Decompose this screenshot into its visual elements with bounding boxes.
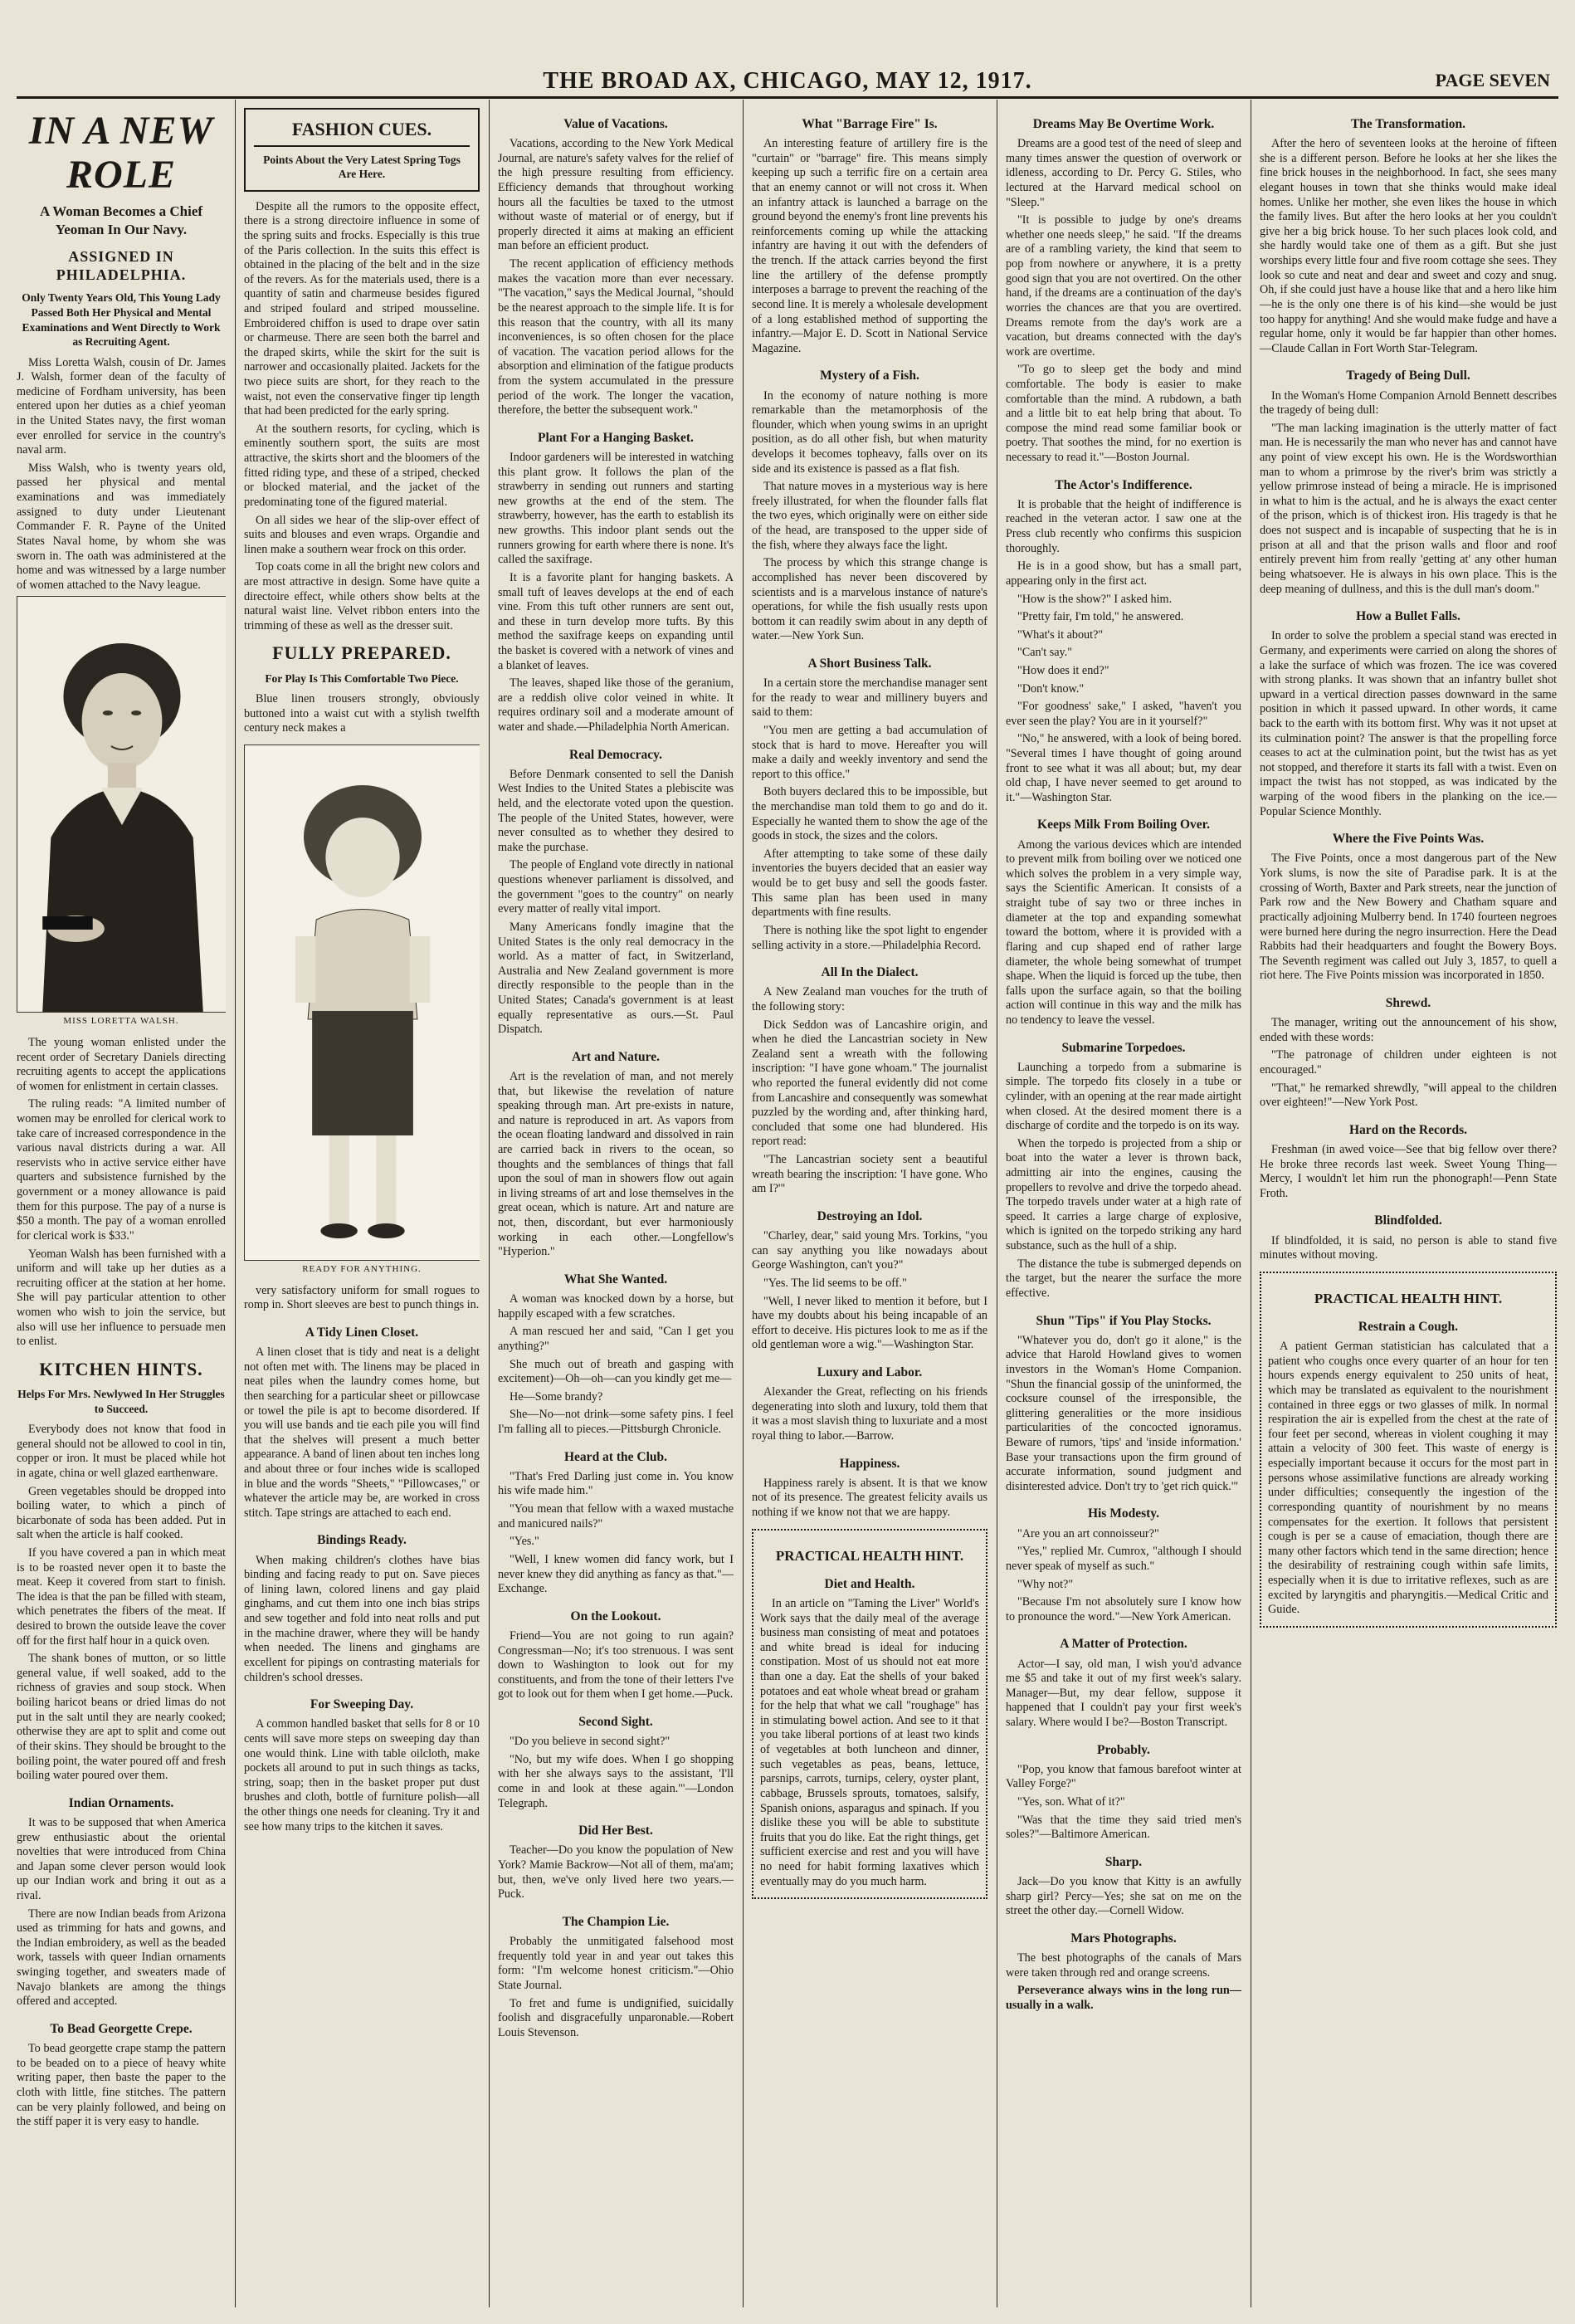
article-paragraph: "What's it about?" (1017, 627, 1104, 642)
article-paragraph: After the hero of seventeen looks at the heroine of fifteen she is a different person. Before he looks at her she likes the fine brick houses in the neighborhood. In fact, she sees many elegant houses in town that she thinks would make ideal homes. Unlike her mother, she even likes the house in which the family lives. But after the hero looks at her you couldn't give her a big brick house. To her such places look cold, and she hardly would take one of them as a gift. But she just worships every little four and five room cottage she sees. They look so cute and neat and dear and sweet and cozy and snug. Oh, if she could just have a house like that and a hero like him—he is the only one there is of his kind—she would be just too happy for anything! And she would make fudge and have a regular home, only it would be far happier than other homes.—Claude Callan in Fort Worth Star-Telegram. (1260, 137, 1557, 355)
section-heading: Art and Nature. (571, 1049, 661, 1064)
section-deck: For Play Is This Comfortable Two Piece. (265, 671, 459, 685)
section-heading: A Tidy Linen Closet. (305, 1325, 419, 1340)
article-paragraph: The distance the tube is submerged depends on the target, but the nearer the surface the more effective. (1006, 1257, 1241, 1300)
article-paragraph: Launching a torpedo from a submarine is simple. The torpedo fits closely in a tube or cylinder, with an opening at the rear made airtight when closed. At the desired moment there is a discharge of cordite and the torpedo is on its way. (1006, 1060, 1241, 1133)
section-heading: What "Barrage Fire" Is. (802, 117, 938, 131)
article-paragraph: The young woman enlisted under the recent order of Secretary Daniels directing recruiting agents to accept the applications of women for enlistment in certain classes. (17, 1035, 226, 1093)
article-paragraph: There is nothing like the spot light to engender selling activity in a store.—Philadelphia Record. (752, 923, 987, 952)
article-paragraph: "No," he answered, with a look of being bored. "Several times I have thought of going around front to see what it was all about; but, my dear old chap, I have never seemed to get around to it."—Washington Star. (1006, 732, 1241, 804)
section-heading: Restrain a Cough. (1358, 1320, 1459, 1334)
article-paragraph: Both buyers declared this to be impossible, but the merchandise man told them to go and do it. Especially he wanted them to show the age of the goods in stock, the sizes and the colors. (752, 785, 987, 843)
article-paragraph: The leaves, shaped like those of the geranium, are a reddish olive color veined in white. It requires ordinary soil and a moderate amount of water and shade.—Philadelphia North American. (498, 676, 734, 734)
article-paragraph: Yeoman Walsh has been furnished with a uniform and will take up her duties as a recruiting officer at the station at her home. She will pay particular attention to other women who wish to join the service, but also will use her influence to persuade men to enlist. (17, 1247, 226, 1349)
section-heading: Heard at the Club. (564, 1449, 667, 1464)
health-hint-box (752, 1529, 987, 1899)
fashion-box (244, 108, 480, 192)
article-paragraph: Before Denmark consented to sell the Danish West Indies to the United States a plebiscite was held, and the electorate voted upon the question. The people of the United States, however, were never consulted as to whether they desired to make the purchase. (498, 767, 734, 854)
article-paragraph: On all sides we hear of the slip-over effect of suits and blouses and even wraps. Organdie and linen make a southern wear frock on this order. (244, 513, 480, 556)
article-paragraph: "Yes, son. What of it?" (1017, 1795, 1125, 1809)
article-paragraph: "How does it end?" (1017, 663, 1109, 677)
article-paragraph: Green vegetables should be dropped into boiling water, to which a pinch of bicarbonate of soda has been added. Put in salt when the article is half cooked. (17, 1484, 226, 1542)
section-heading: Shrewd. (1385, 995, 1431, 1010)
section-heading: His Modesty. (1087, 1506, 1160, 1521)
article-paragraph: "Do you believe in second sight?" (510, 1735, 670, 1749)
article-paragraph: Dreams are a good test of the need of sleep and many times answer the question of overwork or idleness, according to Dr. Percy G. Stiles, who lectured at the Harvard medical school on "Sleep." (1006, 137, 1241, 209)
subhead: ASSIGNED IN PHILADELPHIA. (56, 247, 187, 284)
masthead-title: THE BROAD AX, CHICAGO, MAY 12, 1917. (543, 68, 1032, 94)
section-heading: Bindings Ready. (317, 1533, 407, 1548)
column-6 (1260, 105, 1557, 2307)
article-paragraph: "To go to sleep get the body and mind comfortable. The body is easier to make comfortable than the mind. A rubdown, a bath and a little bit to eat help bring that about. To compose the mind read some familiar book or poetry. That soothes the mind, for no exertion is necessary to read it."—Boston Journal. (1006, 363, 1241, 465)
article-paragraph: In an article on "Taming the Liver" World's Work says that the daily meal of the average business man consisting of meat and potatoes and white bread is ideal for inducing constipation. Most of us should not eat more than one a day. Eat the shells of your baked potatoes and eat whole wheat bread or graham for the help that what we call "roughage" has in stimulating bowel action. And see to it that you take liberal portions of at least two kinds of vegetables at both luncheon and dinner, such vegetables as peas, beans, lettuce, parsnips, carrots, turnips, celery, oyster plant, cabbage, Brussels sprouts, tomatoes, salsify, Spanish onions, asparagus and spinach. If you dislike these you will be able to substitute fruits that you do like. Eat the right things, get sufficient exercise and rest and you will have no need for habit forming laxatives which eventually may do you much harm. (760, 1596, 979, 1888)
article-paragraph: Despite all the rumors to the opposite effect, there is a strong directoire influence in some of the spring suits and frocks. Especially is this true of the Paris collection. In the suits this effect is obtained in the placing of the belt and in the size of the revers. As for the materials used, there is a quantity of satin and charmeuse besides figured and striped foulard and striped mousseline. Embroidered chiffon is used to drape over satin or charmeuse. There are seen both the barrel and the draped skirts, while the skirt for the suit is narrower and occasionally plaited. Jackets for the two piece suits are short, for they reach to the waist, not even the conservative finger tip length that had been predicted for the early spring. (244, 199, 480, 418)
section-heading: A Short Business Talk. (807, 656, 932, 671)
box-title: PRACTICAL HEALTH HINT. (775, 1547, 964, 1564)
article-paragraph: "Are you an art connoisseur?" (1017, 1526, 1159, 1540)
article-paragraph: At the southern resorts, for cycling, which is eminently southern sport, the suits are most attractive, the skirts short and the bloomers of the fitted riding type, and these of a striped, checked or blocked material, and the jacket of the predominating tone of the figured material. (244, 422, 480, 509)
article-paragraph: Happiness rarely is absent. It is that we know not of its presence. The greatest felicity avails us nothing if we know not that we are happy. (752, 1476, 987, 1520)
section-heading: A Matter of Protection. (1060, 1637, 1187, 1652)
article-paragraph: The ruling reads: "A limited number of women may be enrolled for clerical work to take care of increased correspondence in the various naval districts during a war. All reservists who in active service either have quarters and subsistence furnished by the government or a money allowance is paid them for this purpose. The pay of a nurse is $50 a month. The pay of a woman enrolled for clerical work is $33." (17, 1097, 226, 1243)
page-number: PAGE SEVEN (1435, 70, 1550, 90)
box-title: PRACTICAL HEALTH HINT. (1314, 1290, 1503, 1306)
article-paragraph: "For goodness' sake," I asked, "haven't you ever seen the play? You are in it yourself?" (1006, 700, 1241, 728)
article-paragraph: In the economy of nature nothing is more remarkable than the metamorphosis of the flounder, which when young swims in an upright position, as do all other fish, but when maturity develops it becomes topheavy, falls over on its side and its existence is passed as a flat fish. (752, 388, 987, 476)
article-paragraph: To fret and fume is undignified, suicidally foolish and disgracefully unparonable.—Robert Louis Stevenson. (498, 1996, 734, 2039)
column-4 (752, 105, 987, 2307)
article-paragraph: "It is possible to judge by one's dreams whether one needs sleep," he said. "If the dreams are of a rambling variety, the kind that seem to pop from nowhere or anywhere, it is a pretty good sign that you are not overtired. On the other hand, if the dreams are a continuation of the day's worries the chances are that you are overtired. Dreams remote from the day's work are a vacation, but dreams connected with the day's work are overtime. (1006, 213, 1241, 359)
column-rule (489, 100, 490, 2307)
section-heading: Second Sight. (578, 1714, 653, 1729)
article-paragraph: "Why not?" (1017, 1577, 1074, 1591)
photo-caption: MISS LORETTA WALSH. (63, 1016, 179, 1027)
section-heading: How a Bullet Falls. (1356, 609, 1460, 624)
article-paragraph: "Yes. The lid seems to be off." (763, 1276, 907, 1290)
article-paragraph: "You men are getting a bad accumulation of stock that is hard to move. Hereafter you will make a daily and weekly inventory and send the report to this office." (752, 723, 987, 781)
illustration-caption: READY FOR ANYTHING. (302, 1264, 422, 1275)
column-rule (743, 100, 744, 2307)
article-paragraph: "The patronage of children under eighteen is not encouraged." (1260, 1048, 1557, 1077)
article-paragraph: A common handled basket that sells for 8 or 10 cents will save more steps on sweeping day than one would think. Line with table oilcloth, make pockets all around to put in such things as tacks, string, soap; then in the basket proper put dust brushes and cloth, bottle of furniture polish—all the other things one needs for cleaning. Try it and see how many trips to the kitchen it saves. (244, 1717, 480, 1833)
section-heading: Keeps Milk From Boiling Over. (1037, 818, 1210, 832)
article-paragraph: "Whatever you do, don't go it alone," is the advice that Harold Howland gives to women investors in the Woman's Home Companion. "Shun the financial gossip of the uninformed, the cocksure counsel of the irresponsible, the glittering generalities or the more insidious particularities of the concocted ignoramus. Beware of rumors, 'tips' and 'inside information.' Base your transactions upon the firm ground of accurate information, sound judgment and disinterested advice. Don't try to 'get rich quick.'" (1006, 1333, 1241, 1493)
article-paragraph: Blue linen trousers strongly, obviously buttoned into a waist cut with a stylish twelfth century neck makes a (244, 692, 480, 735)
section-heading: Did Her Best. (578, 1824, 653, 1838)
article-paragraph: When making children's clothes have bias binding and facing ready to put on. Save pieces of lining lawn, colored linens and gay plaid ginghams, and cut them into one inch bias strips and sew together and fold into neat rolls and put in the machine drawer, where they will be handy when needed. The linens and ginghams are excellent for pipings on contrasting materials for children's school dresses. (244, 1553, 480, 1684)
article-paragraph: She much out of breath and gasping with excitement)—Oh—oh—can you kindly get me— (498, 1357, 734, 1386)
section-heading: Submarine Torpedoes. (1061, 1040, 1186, 1055)
article-paragraph: He is in a good show, but has a small part, appearing only in the first act. (1006, 559, 1241, 588)
article-paragraph: It was to be supposed that when America grew enthusiastic about the oriental novelties that were introduced from China and Japan some clever person would look up our Indian work and bring it out as a rival. (17, 1815, 226, 1903)
article-paragraph: Many Americans fondly imagine that the United States is the only real democracy in the world. As a matter of fact, in Switzerland, Australia and New Zealand government is more directly responsible to the people than in the United States; Canada's government is at least equally representative as ours.—St. Paul Dispatch. (498, 920, 734, 1037)
article-paragraph: In a certain store the merchandise manager sent for the ready to wear and millinery buyers and said to them: (752, 676, 987, 720)
article-paragraph: The recent application of efficiency methods makes the vacation more than ever necessary. "The vacation," says the Medical Journal, "should be the nearest approach to the simple life. It is for this reason that the country, with all its many inconveniences, is so often chosen for the place of vacation. The vacation period allows for the absorption and elimination of the fatigue products from the system accumulated in the pressure period of the work. The longer the vacation, therefore, the better the subsequent work." (498, 257, 734, 417)
section-heading: FULLY PREPARED. (272, 642, 451, 664)
article-paragraph: "Pop, you know that famous barefoot winter at Valley Forge?" (1006, 1762, 1241, 1791)
article-paragraph: To bead georgette crape stamp the pattern to be beaded on to a piece of heavy white writing paper, then baste the paper to the cloth with little, fine stitches. The pattern can be very plainly followed, and being on the stiff paper it is very easy to handle. (17, 2042, 226, 2129)
article-paragraph: When the torpedo is projected from a ship or boat into the water a lever is thrown back, admitting air into the engines, causing the propellers to revolve and drive the torpedo ahead. The torpedo travels under water at a high rate of speed. It carries a large charge of explosive, which is ignited on the torpedo striking any hard substance, such as the hull of a ship. (1006, 1136, 1241, 1253)
section-heading: Shun "Tips" if You Play Stocks. (1036, 1313, 1212, 1328)
article-paragraph: Indoor gardeners will be interested in watching this plant grow. It follows the plan of the strawberry in sending out runners and starting new growths at the end of the stem. The strawberry, however, has the earth to establish its new growths. This indoor plant sends out the runners growing for earth where there is none. It's called the saxifrage. (498, 451, 734, 567)
section-heading: Happiness. (839, 1456, 900, 1471)
article-paragraph: "Yes." (510, 1535, 539, 1549)
deck-2: Only Twenty Years Old, This Young Lady Passed Both Her Physical and Mental Examinations and Went Directly to Work as Recruiting Agent. (22, 291, 221, 349)
article-paragraph: A linen closet that is tidy and neat is a delight not often met with. The linens may be placed in neat piles when the laundry comes home, but then searching for a particular sheet or pillowcase or towel the pile is apt to become disordered. If you will use bands and tie each pile you will find that the shelves will present a much better appearance. A band of linen about ten inches long and about three or four inches wide is scalloped in blue and the words "Sheets," "Pillowcases," or whatever the article may be, are worked in cross stitch. Tape strings are attached to each end. (244, 1345, 480, 1520)
article-paragraph: "That," he remarked shrewdly, "will appeal to the children over eighteen!"—New York Post. (1260, 1081, 1557, 1110)
article-paragraph: Miss Loretta Walsh, cousin of Dr. James J. Walsh, former dean of the faculty of medicine of Fordham university, has been entered upon her duties as a chief yeoman in the United States navy, the first woman ever enrolled for service in the country's naval arm. (17, 355, 226, 457)
section-heading: Sharp. (1104, 1854, 1143, 1869)
article-paragraph: very satisfactory uniform for small rogues to romp in. Short sleeves are best to punch things in. (244, 1283, 480, 1312)
article-paragraph: "Because I'm not absolutely sure I know how to pronounce the word."—New York American. (1006, 1595, 1241, 1623)
section-heading: Tragedy of Being Dull. (1346, 369, 1470, 383)
article-paragraph: Probably the unmitigated falsehood most frequently told year in and year out takes this form: "I'm welcome honest criticism."—Ohio State Journal. (498, 1935, 734, 1992)
section-heading: Dreams May Be Overtime Work. (1032, 117, 1215, 131)
article-paragraph: "No, but my wife does. When I go shopping with her she always says to the assistant, 'I'll come in and look at these again.'"—London Telegraph. (498, 1752, 734, 1810)
article-paragraph: "Don't know." (1017, 681, 1085, 696)
headline: IN A NEW ROLE (28, 109, 214, 197)
article-paragraph: A man rescued her and said, "Can I get you anything?" (498, 1325, 734, 1353)
article-paragraph: In order to solve the problem a special stand was erected in Germany, and experiments were carried on along the shores of a lake the surface of which was frozen. The ice was covered with strong planks. It was shown that an infantry bullet shot upward in a vertical direction passes downward in the same position in which it passed upward. In other words, it came back to the earth with its bottom first. Why was it not upset at its culmination point? The answer is that the propelling force ceases to act at the culmination point, but the twist has as yet not stopped, and therefore it starts its fall with a twist. Even on impact the twist has not stopped, as was indicated by the warping of the wood fibers in the planking on the ice.—Popular Science Monthly. (1260, 629, 1557, 818)
article-paragraph: Top coats come in all the bright new colors and are most attractive in design. Some have quite a directoire effect, while others show belts at the natural waist line. Velvet ribbon enters into the trimming of these as well as the dresser suit. (244, 560, 480, 632)
article-paragraph: An interesting feature of artillery fire is the "curtain" or "barrage" fire. This means simply keeping up such a terrific fire on a certain area that an enemy cannot or will not cross it. When an infantry attack is launched a barrage on the ground beyond the enemy's front line prevents his reinforcements coming up while the attacking infantry are having it out with the defenders of the trench. If the attack carries beyond the first line the artillery of the defense promptly interposes a barrage to prevent the reaching of the second line. It is merely a wholesale development of a long established method of supporting the infantry.—Major E. D. Scott in National Service Magazine. (752, 137, 987, 355)
health-hint-box (1260, 1272, 1557, 1628)
section-deck: Helps For Mrs. Newlywed In Her Struggles to Succeed. (17, 1388, 225, 1415)
article-paragraph: The people of England vote directly in national questions whenever parliament is dissolved, and the government "goes to the country" on nearly every matter of really vital import. (498, 858, 734, 916)
article-paragraph: Teacher—Do you know the population of New York? Mamie Backrow—Not all of them, ma'am; but, then, we've only lived here two years.—Puck. (498, 1843, 734, 1902)
article-paragraph: The shank bones of mutton, or so little general value, if well soaked, add to the richness of gravies and soup stock. When boiling haricot beans or dried limas do not put in the salt until they are nearly cooked; otherwise they are apt to split and come out of their skins. They should be brought to the boiling point, the water poured off and fresh boiling water poured over them. (17, 1652, 226, 1783)
article-paragraph: "Well, I knew women did fancy work, but I never knew they did anything as fancy as that."—Exchange. (498, 1552, 734, 1596)
article-paragraph: Art is the revelation of man, and not merely that, but likewise the revelation of nature speaking through man. Art pre-exists in nature, and nature is reproduced in art. As vapors from the ocean floating landward and dissolved in rain are carried back in rivers to the ocean, so thoughts and the semblances of things that fall upon the soul of man in showers flow out again in living streams of art and lose themselves in the great ocean, which is nature. Art and nature are not, then, discordant, but ever harmoniously working in each other.—Longfellow's "Hyperion." (498, 1070, 734, 1259)
article-paragraph: He—Some brandy? (510, 1389, 603, 1404)
article-paragraph: In the Woman's Home Companion Arnold Bennett describes the tragedy of being dull: (1260, 388, 1557, 417)
article-paragraph: It is a favorite plant for hanging baskets. A small tuft of leaves develops at the end of each vine. From this tuft other runners are sent out, and these in turn develop more tufts. By this method the saxifrage keeps on expanding until the basket is covered with a network of vines and a blanket of leaves. (498, 570, 734, 672)
article-paragraph: It is probable that the height of indifference is reached in the veteran actor. I saw one at the Press club recently who confirms this suspicion thoroughly. (1006, 497, 1241, 555)
article-paragraph: A patient German statistician has calculated that a patient who coughs once every quarter of an hour for ten hours expends energy equivalent to 250 units of heat, which may be translated as equivalent to the nourishment contained in three eggs or two glasses of milk. In normal respiration the air is expelled from the chest at the rate of four feet per second, whereas in violent coughing it may attain a velocity of 300 feet. This waste of energy is especially important because it occurs for the most part in persons whose assimilative functions are already working under difficulties; consequently the ingestion of the corresponding quantity of nourishment by no means compensates for the exertion. It follows that persistent cough is per se a cause of emaciation, though there are many other factors which tend in the same direction; hence the desirability of restraining cough within safe limits, especially when it is due to irritative reflexes, such as are excited by laryngitis and pharyngitis.—Medical Critic and Guide. (1268, 1340, 1548, 1617)
box-title: FASHION CUES. (254, 118, 470, 147)
section-heading: The Transformation. (1350, 117, 1466, 131)
section-heading: Real Democracy. (569, 747, 662, 762)
article-paragraph: "The Lancastrian society sent a beautiful wreath bearing the inscription: 'I have gone. Who am I?'" (752, 1153, 987, 1196)
article-paragraph: Actor—I say, old man, I wish you'd advance me $5 and take it out of my first week's salary. Manager—But, my dear fellow, suppose it happened that I couldn't pay your first week's salary. Where would I be?—Boston Transcript. (1006, 1657, 1241, 1729)
article-paragraph: After attempting to take some of these daily inventories the buyers decided that an easier way would be to get busy and sell the goods faster. This same plan has been used in many departments with fine results. (752, 847, 987, 920)
section-heading: Luxury and Labor. (817, 1365, 923, 1379)
box-subtitle: Points About the Very Latest Spring Togs Are Here. (263, 154, 461, 180)
article-paragraph: The manager, writing out the announcement of his show, ended with these words: (1260, 1016, 1557, 1044)
section-heading: Blindfolded. (1374, 1213, 1442, 1228)
column-2 (244, 105, 480, 2307)
article-paragraph: A New Zealand man vouches for the truth of the following story: (752, 985, 987, 1013)
article-paragraph: Dick Seddon was of Lancashire origin, and when he died the Lancastrian society in New Zealand sent a wreath with the following inscription: "I have gone whoam." The journalist who reported the funeral evidently did not come from Lancashire and consequently was somewhat puzzled by the wording and, after thinking hard, concluded that some one had blundered. His report read: (752, 1018, 987, 1149)
section-heading: KITCHEN HINTS. (39, 1358, 203, 1379)
article-paragraph: A woman was knocked down by a horse, but happily escaped with a few scratches. (498, 1292, 734, 1321)
section-heading: What She Wanted. (563, 1272, 668, 1286)
article-paragraph: There are now Indian beads from Arizona used as trimming for hats and gowns, and the Indian embroidery, as well as the beaded work, tassels with queer Indian ornaments swinging together, and sweaters made of Navajo blankets are among the things offered and accepted. (17, 1907, 226, 2009)
article-paragraph: If you have covered a pan in which meat is to be roasted never open it to baste the meat. Keep it covered from start to finish. The idea is that the pan be filled with steam, which penetrates the fibers of the meat. If desired to brown the outside leave the cover off for the first half hour in a quick oven. (17, 1546, 226, 1648)
section-heading: Mars Photographs. (1070, 1931, 1177, 1946)
child-illustration (244, 745, 480, 1261)
section-heading: Plant For a Hanging Basket. (538, 430, 694, 445)
article-paragraph: "Was that the time they said tried men's soles?"—Baltimore American. (1006, 1813, 1241, 1842)
section-heading: Destroying an Idol. (817, 1208, 923, 1223)
section-heading: Where the Five Points Was. (1332, 832, 1485, 847)
column-rule (235, 100, 236, 2307)
column-1 (17, 105, 226, 2307)
article-paragraph: Alexander the Great, reflecting on his friends degenerating into sloth and luxury, told them that it was a most slavish thing to luxuriate and a most royal thing to labor.—Barrow. (752, 1385, 987, 1443)
article-paragraph: Jack—Do you know that Kitty is an awfully sharp girl? Percy—Yes; she sat on me on the street the other day.—Cornell Widow. (1006, 1875, 1241, 1918)
article-paragraph: That nature moves in a mysterious way is here freely illustrated, for when the flounder falls flat the two eyes, which originally were on either side of the head, are transposed to the upper side of the fish, where they always face the light. (752, 480, 987, 552)
section-heading: The Champion Lie. (562, 1914, 670, 1929)
column-3 (498, 105, 734, 2307)
section-heading: On the Lookout. (570, 1609, 661, 1623)
section-heading: Hard on the Records. (1348, 1122, 1468, 1137)
section-heading: Mystery of a Fish. (820, 369, 919, 383)
article-paragraph: "Pretty fair, I'm told," he answered. (1017, 610, 1184, 624)
section-heading: Value of Vacations. (563, 117, 668, 131)
article-paragraph: "How is the show?" I asked him. (1017, 592, 1173, 606)
masthead (17, 58, 1558, 99)
article-paragraph: The best photographs of the canals of Mars were taken through red and orange screens. (1006, 1951, 1241, 1980)
section-heading: Probably. (1097, 1742, 1150, 1757)
article-paragraph: "Well, I never liked to mention it before, but I have my doubts about his being incapable of an effort to deceive. His pictures look to me as if the old gentleman wore a wig."—Washington Star. (752, 1294, 987, 1352)
section-heading: Diet and Health. (824, 1576, 915, 1591)
article-paragraph: If blindfolded, it is said, no person is able to stand five minutes without moving. (1260, 1233, 1557, 1262)
article-paragraph: Everybody does not know that food in general should not be allowed to cool in tin, copper or iron. It must be placed while hot in agate, china or well glazed earthenware. (17, 1423, 226, 1480)
article-paragraph: "Yes," replied Mr. Cumrox, "although I should never speak of myself as such." (1006, 1545, 1241, 1573)
article-paragraph: "That's Fred Darling just come in. You know his wife made him." (498, 1469, 734, 1498)
article-paragraph: Perseverance always wins in the long run—usually in a walk. (1006, 1984, 1241, 2012)
article-paragraph: Friend—You are not going to run again? Congressman—No; it's too strenuous. I was sent down to Washington to look out for my constituents, and from the tone of their letters I've got to look out for them when I get home.—Puck. (498, 1628, 734, 1702)
section-heading: To Bead Georgette Crepe. (50, 2021, 193, 2036)
column-5 (1006, 105, 1241, 2307)
portrait-photo (17, 596, 226, 1013)
section-heading: Indian Ornaments. (68, 1795, 174, 1810)
article-paragraph: Among the various devices which are intended to prevent milk from boiling over we noticed one which solves the problem in a very simple way, says the Scientific American. It consists of a straight tube of say two or three inches in diameter at the top and expanding somewhat toward the bottom, where it is provided with a flaring and cup shaped end of rather large diameter, the whole being somewhat of trumpet shape. When the liquid is forced up the tube, then falls upon the surface again, so that the boiling action will continue in this way and the milk has no tendency to leave the vessel. (1006, 837, 1241, 1027)
article-paragraph: Miss Walsh, who is twenty years old, passed her physical and mental examinations and was immediately assigned to duty under Lieutenant Commander F. R. Payne of the United States Naval home, by whom she was sworn in. The oath was administered at the home and was witnessed by a large number of women attached to the Navy league. (17, 461, 226, 592)
article-paragraph: The Five Points, once a most dangerous part of the New York slums, is now the site of Paradise park. It is at the crossing of Worth, Baxter and Park streets, near the junction of Park row and the New Bowery and Chatham square and practically adjoining Mulberry bend. In 1740 fourteen negroes were burned here during the negro insurrection. Here the Dead Rabbits had their headquarters and fought the Bowery Boys. The Seventh regiment was called out July 3, 1857, to quell a riot here. The Five Points mission was incorporated in 1850. (1260, 852, 1557, 983)
section-heading: All In the Dialect. (821, 965, 919, 980)
article-paragraph: Vacations, according to the New York Medical Journal, are nature's safety valves for the relief of the high pressure resulting from efficiency. Efficiency demands that throughout working hours all the faculties be taxed to the utmost without waste of material or of energy, but if properly directed it aims at making an efficient man before an efficient product. (498, 137, 734, 253)
article-paragraph: Freshman (in awed voice—See that big fellow over there? He broke three records last week. Sweet Young Thing—Mercy, I wouldn't let him run the phonograph!—Penn State Froth. (1260, 1143, 1557, 1200)
article-paragraph: The process by which this strange change is accomplished has never been discovered by scientists and is a marvelous instance of nature's operations, for while the fish usually rests upon bottom it can readily swim about in any depth of water.—New York Sun. (752, 556, 987, 643)
deck: A Woman Becomes a Chief Yeoman In Our Navy. (39, 203, 203, 237)
article-paragraph: "The man lacking imagination is the utterly matter of fact man. He is necessarily the man who never has and cannot have any point of view except his own. He is the Wordsworthian man to whom a primrose by the river's brim was strictly a yellow primrose instead of being a miracle. He is imprisoned in what to him is the actual, and he is always the exact center of the prison, which is of thickest iron. His tragedy is that he does not suspect and is incapable of suspecting that he is in prison at all and that the prison walls and floor and roof entirely prevent him from really 'getting at' any other human being whatsoever. He is always in his own place. This is the deep meaning of dullness, and this is the dull man's doom." (1260, 421, 1557, 596)
section-heading: The Actor's Indifference. (1055, 477, 1192, 492)
article-paragraph: "Charley, dear," said young Mrs. Torkins, "you can say anything you like nowadays about George Washington, can't you?" (752, 1229, 987, 1272)
article-paragraph: "You mean that fellow with a waxed mustache and manicured nails?" (498, 1502, 734, 1531)
article-paragraph: She—No—not drink—some safety pins. I feel I'm falling all to pieces.—Pittsburgh Chronicle. (498, 1408, 734, 1437)
section-heading: For Sweeping Day. (310, 1697, 414, 1712)
article-paragraph: "Can't say." (1017, 646, 1073, 660)
